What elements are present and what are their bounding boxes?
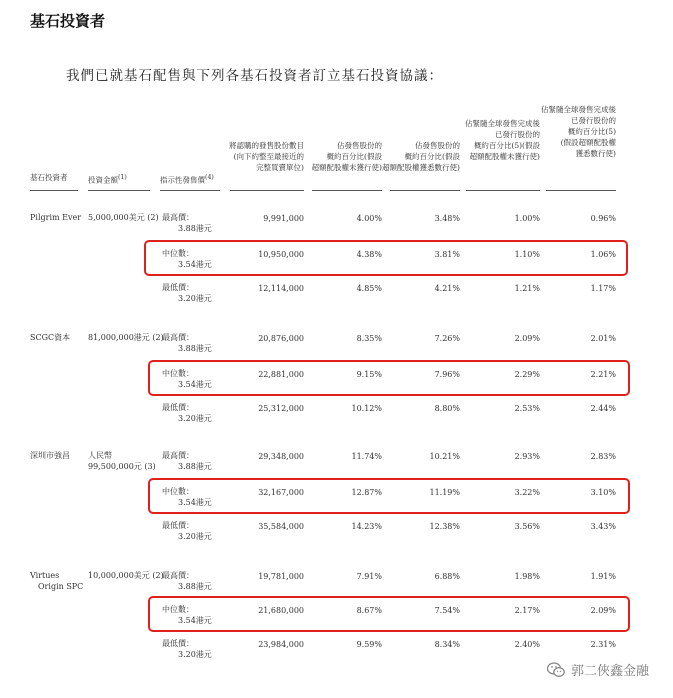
- pct-total-b: 2.31%: [590, 640, 616, 649]
- wechat-icon: [547, 662, 565, 678]
- header-pct-total-b: 佔緊隨全球發售完成後 已發行股份的 概約百分比(5) (假設超額配股權 獲悉數行使): [541, 105, 616, 158]
- shares-value: 9,991,000: [263, 214, 304, 223]
- shares-value: 35,584,000: [258, 522, 304, 531]
- pct-offer-a: 7.91%: [356, 572, 382, 581]
- header-amount: 投資金額$^{(1)}$: [88, 174, 127, 185]
- price-min: 最低價： 3.20港元: [162, 521, 212, 541]
- section-title: 基石投資者: [30, 12, 106, 30]
- investor-name: 深圳市強昌: [30, 451, 70, 460]
- shares-value: 19,781,000: [258, 572, 304, 581]
- header-rule: [546, 190, 616, 191]
- header-rule: [390, 190, 460, 191]
- pct-total-a: 2.29%: [514, 370, 540, 379]
- shares-value: 25,312,000: [258, 404, 304, 413]
- header-rule: [88, 190, 150, 191]
- pct-offer-a: 11.74%: [351, 452, 382, 461]
- shares-value: 20,876,000: [258, 334, 304, 343]
- pct-offer-b: 12.38%: [429, 522, 460, 531]
- median-highlight: [144, 240, 628, 276]
- pct-offer-a: 10.12%: [351, 404, 382, 413]
- median-highlight: [148, 478, 630, 514]
- shares-value: 32,167,000: [258, 488, 304, 497]
- watermark-text: 郭二俠鑫金融: [570, 664, 649, 679]
- pct-offer-b: 3.48%: [434, 214, 460, 223]
- investment-amount: 81,000,000港元 (2): [88, 333, 164, 342]
- pct-offer-b: 7.54%: [434, 606, 460, 615]
- median-highlight: [148, 360, 630, 396]
- shares-value: 22,881,000: [258, 370, 304, 379]
- header-rule: [466, 190, 540, 191]
- shares-value: 12,114,000: [258, 284, 304, 293]
- pct-total-b: 2.01%: [590, 334, 616, 343]
- pct-total-b: 1.17%: [590, 284, 616, 293]
- header-investor: 基石投資者: [30, 173, 68, 182]
- shares-value: 10,950,000: [258, 250, 304, 259]
- price-max: 最高價： 3.88港元: [162, 451, 212, 471]
- header-rule: [230, 190, 304, 191]
- header-rule: [312, 190, 382, 191]
- price-min: 最低價： 3.20港元: [162, 403, 212, 423]
- pct-offer-a: 14.23%: [351, 522, 382, 531]
- pct-offer-a: 8.35%: [356, 334, 382, 343]
- pct-total-b: 1.06%: [590, 250, 616, 259]
- price-median: 中位數： 3.54港元: [162, 249, 212, 269]
- watermark: [547, 660, 649, 679]
- intro-text: 我們已就基石配售與下列各基石投資者訂立基石投資協議：: [66, 68, 443, 84]
- pct-total-b: 2.44%: [590, 404, 616, 413]
- pct-offer-b: 7.96%: [434, 370, 460, 379]
- pct-offer-a: 4.85%: [356, 284, 382, 293]
- price-max: 最高價： 3.88港元: [162, 333, 212, 353]
- header-rule: [160, 190, 220, 191]
- header-price: 指示性發售價$^{(4)}$: [160, 174, 214, 185]
- median-highlight: [148, 596, 630, 632]
- shares-value: 29,348,000: [258, 452, 304, 461]
- pct-total-a: 1.00%: [514, 214, 540, 223]
- investor-name: Pilgrim Ever: [30, 213, 82, 222]
- pct-total-a: 2.17%: [514, 606, 540, 615]
- pct-offer-a: 9.59%: [356, 640, 382, 649]
- pct-total-b: 2.09%: [590, 606, 616, 615]
- pct-total-b: 2.83%: [590, 452, 616, 461]
- header-rule: [30, 190, 78, 191]
- pct-offer-b: 11.19%: [429, 488, 460, 497]
- pct-total-b: 0.96%: [590, 214, 616, 223]
- header-shares: 將認購的發售股份數目 (向下約整至最接近的 完整買賣單位): [229, 141, 304, 172]
- price-median: 中位數： 3.54港元: [162, 487, 212, 507]
- pct-offer-a: 4.38%: [356, 250, 382, 259]
- pct-total-a: 2.09%: [514, 334, 540, 343]
- pct-offer-b: 8.34%: [434, 640, 460, 649]
- pct-total-a: 1.10%: [514, 250, 540, 259]
- pct-total-b: 2.21%: [590, 370, 616, 379]
- pct-total-a: 1.98%: [514, 572, 540, 581]
- header-pct-offer-a: 佔發售股份的 概約百分比(假設 超額配股權未獲行使): [311, 141, 382, 172]
- pct-offer-b: 6.88%: [434, 572, 460, 581]
- pct-offer-a: 8.67%: [356, 606, 382, 615]
- pct-total-a: 2.93%: [514, 452, 540, 461]
- pct-total-b: 3.43%: [590, 522, 616, 531]
- pct-offer-b: 3.81%: [434, 250, 460, 259]
- pct-total-b: 1.91%: [590, 572, 616, 581]
- pct-offer-b: 10.21%: [429, 452, 460, 461]
- investment-amount: 10,000,000美元 (2): [88, 571, 164, 580]
- header-pct-total-a: 佔緊隨全球發售完成後 已發行股份的 概約百分比(5)(假設 超額配股權未獲行使): [465, 119, 540, 161]
- investment-amount: 人民幣 99,500,000元 (3): [88, 451, 156, 471]
- pct-offer-a: 4.00%: [356, 214, 382, 223]
- pct-total-a: 3.56%: [514, 522, 540, 531]
- price-max: 最高價： 3.88港元: [162, 213, 212, 233]
- pct-offer-b: 4.21%: [434, 284, 460, 293]
- pct-offer-b: 7.26%: [434, 334, 460, 343]
- price-min: 最低價： 3.20港元: [162, 639, 212, 659]
- price-median: 中位數： 3.54港元: [162, 605, 212, 625]
- price-max: 最高價： 3.88港元: [162, 571, 212, 591]
- pct-total-b: 3.10%: [590, 488, 616, 497]
- shares-value: 21,680,000: [258, 606, 304, 615]
- header-pct-offer-b: 佔發售股份的 概約百分比(假設 超額配股權獲悉數行使): [382, 141, 460, 172]
- pct-total-a: 3.22%: [514, 488, 540, 497]
- pct-offer-a: 9.15%: [356, 370, 382, 379]
- price-min: 最低價： 3.20港元: [162, 283, 212, 303]
- shares-value: 23,984,000: [258, 640, 304, 649]
- investment-amount: 5,000,000美元 (2): [88, 213, 159, 222]
- pct-total-a: 2.53%: [514, 404, 540, 413]
- pct-total-a: 2.40%: [514, 640, 540, 649]
- investor-name: SCGC資本: [30, 333, 71, 342]
- pct-total-a: 1.21%: [514, 284, 540, 293]
- pct-offer-b: 8.80%: [434, 404, 460, 413]
- pct-offer-a: 12.87%: [351, 488, 382, 497]
- investor-name: Virtues Origin SPC: [30, 571, 84, 591]
- price-median: 中位數： 3.54港元: [162, 369, 212, 389]
